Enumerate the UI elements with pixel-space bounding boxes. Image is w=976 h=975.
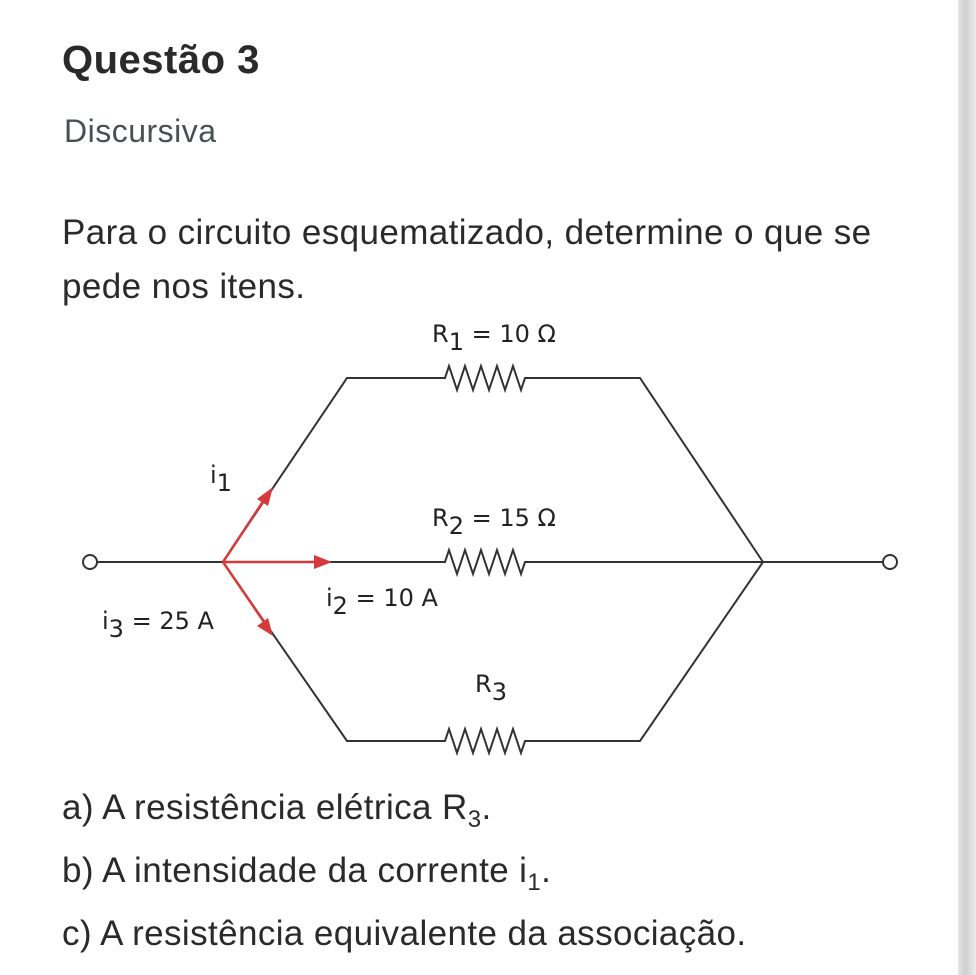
- item-b: b) A intensidade da corrente $i_1$.: [62, 851, 552, 896]
- right-terminal: [883, 555, 897, 569]
- resistor-r1: [437, 366, 530, 390]
- resistor-r3: [437, 729, 530, 753]
- label-i2: i2 = 10 A: [326, 584, 438, 620]
- card-edge: [958, 0, 976, 975]
- question-items: [62, 782, 942, 971]
- label-r1: R1 = 10 Ω: [432, 320, 556, 356]
- resistor-r2: [437, 550, 530, 574]
- left-terminal: [83, 555, 97, 569]
- question-title: Questão 3: [62, 38, 260, 82]
- question-type: Discursiva: [64, 113, 217, 149]
- current-arrows: [223, 487, 332, 636]
- label-r3: R3: [475, 670, 507, 706]
- label-i3: i3 = 25 A: [102, 607, 214, 643]
- question-prompt: Para o circuito esquematizado, determine o que se pede nos itens.: [62, 213, 872, 306]
- item-a: a) A resistência elétrica $R_3$.: [62, 788, 492, 833]
- label-r2: R2 = 15 Ω: [432, 504, 556, 540]
- item-c: c) A resistência equivalente da associação.: [62, 914, 747, 953]
- arrow-i1: [223, 500, 264, 562]
- arrow-i3: [223, 562, 264, 622]
- circuit-diagram: [60, 300, 940, 780]
- label-i1: i1: [210, 461, 232, 497]
